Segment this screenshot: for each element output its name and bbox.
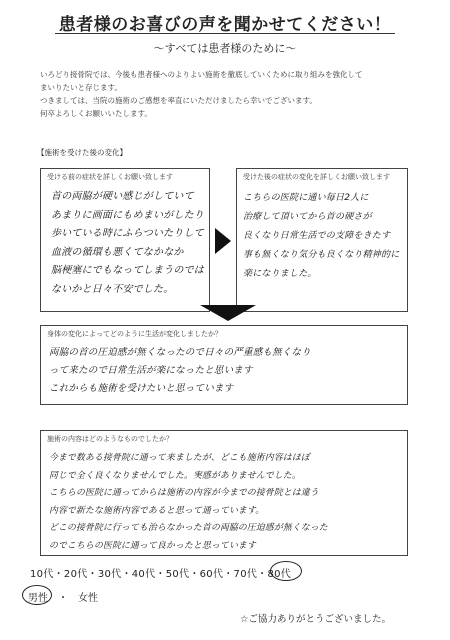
answer-line: 歩いている時にふらついたりして [51,228,204,239]
after-answer [243,189,399,284]
intro-line: いろどり接骨院では、今後も患者様へのよりよい施術を徹底していくために取り組みを強化して [40,70,363,79]
answer-line: こちらの医院に通ってからは施術の内容が今までの接骨院とは違う [49,488,319,498]
answer-line: 事も無くなり気分も良くなり精神的に [243,250,400,260]
answer-line: のでこちらの医院に通って良かったと思っています [49,540,256,551]
page-subtitle: ～すべては患者様のために～ [153,42,297,55]
treatment-box [40,430,408,556]
section-label: 【施術を受けた後の変化】 [37,148,127,157]
answer-line: ないかと日々不安でした。 [51,283,174,295]
answer-line: 血液の循環も悪くてなかなか [51,246,184,258]
before-prompt: 受ける前の症状を詳しくお願い致します [47,173,173,181]
age-selection-circle [270,561,302,581]
answer-line: 首の両脇が硬い感じがしていて [51,191,194,202]
page-title: 患者様のお喜びの声を聞かせてください！ [58,15,392,35]
intro-line: つきましては、当院の施術のご感想を率直にいただけましたら幸いでございます。 [40,96,317,105]
life-answer [49,344,311,398]
before-answer [51,188,204,299]
answer-line: って来たので日常生活が楽になったと思います [49,365,253,376]
arrow-right-icon [215,228,231,254]
intro-text [40,68,410,120]
answer-line: 同じで全く良くなりませんでした。実感がありませんでした。 [49,470,301,481]
after-box [236,168,408,312]
answer-line: 良くなり日常生活での支障をきたす [243,231,391,241]
answer-line: これからも施術を受けたいと思っています [49,383,234,394]
answer-line: 楽になりました。 [243,269,317,279]
treatment-prompt: 施術の内容はどのようなものでしたか？ [47,435,173,443]
answer-line: あまりに画面にもめまいがしたり [51,209,204,221]
intro-line: まいりたいと存じます。 [40,83,122,92]
gender-selection-circle [22,585,52,605]
gender-options: 男性 ・ 女性 [28,593,98,604]
life-change-box [40,325,408,405]
before-box [40,168,210,312]
answer-line: 治療して頂いてから首の硬さが [243,212,372,222]
life-prompt: 身体の変化によってどのように生活が変化しましたか？ [47,330,222,338]
answer-line: 両脇の首の圧迫感が無くなったので日々の严重感も無くなり [49,347,311,358]
treatment-answer [49,450,328,555]
arrow-down-icon [200,305,256,321]
title-underline [55,33,395,34]
answer-line: 今まで数ある接骨院に通って来ましたが、どこも施術内容はほぼ [49,453,310,463]
answer-line: こちらの医院に通い毎日2人に [243,193,369,203]
answer-line: 内容で新たな施術内容であると思って通っています。 [49,505,265,516]
answer-line: 脳梗塞にでもなってしまうのでは [51,265,204,276]
answer-line: どこの接骨院に行っても治らなかった首の両脇の圧迫感が無くなった [49,523,328,533]
thanks-note: ☆ご協力ありがとうございました。 [240,614,392,625]
age-options: 10代・20代・30代・40代・50代・60代・70代・80代 [30,569,292,580]
intro-line: 何卒よろしくお願いいたします。 [40,109,152,118]
after-prompt: 受けた後の症状の変化を詳しくお願い致します [243,173,390,181]
